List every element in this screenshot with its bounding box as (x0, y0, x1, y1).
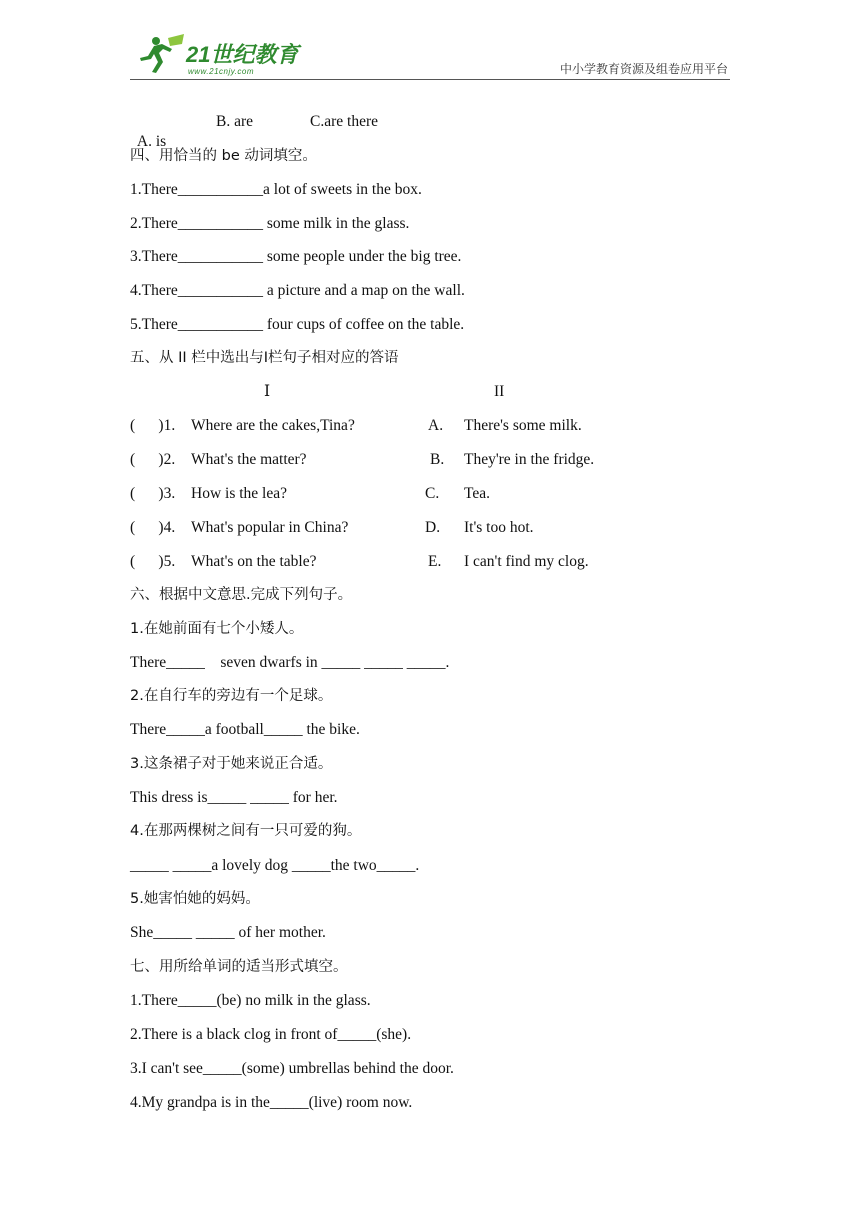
section-4-item: 3.There___________ some people under the big tree. (130, 248, 462, 265)
section-6-answer-line: _____ _____a lovely dog _____the two_____. (130, 857, 420, 874)
match-question: What's popular in China? (191, 519, 349, 536)
section-6-answer-line: This dress is_____ _____ for her. (130, 789, 338, 806)
section-4-item: 2.There___________ some milk in the glass. (130, 215, 410, 232)
answer-bracket: ( )1. (130, 417, 176, 434)
match-question: What's the matter? (191, 451, 307, 468)
match-answer: It's too hot. (464, 519, 534, 536)
header-divider (130, 79, 730, 80)
section-4-title: 四、用恰当的 be 动词填空。 (130, 148, 317, 164)
answer-bracket: ( )3. (130, 485, 176, 502)
match-question: How is the lea? (191, 485, 287, 502)
match-letter: D. (425, 519, 441, 536)
section-6-answer-line: There_____a football_____ the bike. (130, 721, 360, 738)
answer-bracket: ( )2. (130, 451, 176, 468)
section-7-item: 3.I can't see_____(some) umbrellas behind the door. (130, 1060, 454, 1077)
match-letter: B. (430, 451, 445, 468)
match-question: What's on the table? (191, 553, 317, 570)
section-7-title: 七、用所给单词的适当形式填空。 (130, 959, 348, 975)
section-6-prompt: 5.她害怕她的妈妈。 (130, 891, 260, 907)
section-6-prompt: 3.这条裙子对于她来说正合适。 (130, 756, 333, 772)
match-answer: Tea. (464, 485, 491, 502)
section-4-item: 4.There___________ a picture and a map on the wall. (130, 282, 465, 299)
answer-bracket: ( )4. (130, 519, 176, 536)
section-7-item: 1.There_____(be) no milk in the glass. (130, 992, 371, 1009)
match-letter: E. (428, 553, 442, 570)
logo-text: 21世纪教育 (186, 42, 299, 67)
match-answer: I can't find my clog. (464, 553, 589, 570)
section-4-item: 5.There___________ four cups of coffee on the table. (130, 316, 465, 333)
match-answer: They're in the fridge. (464, 451, 595, 468)
section-6-prompt: 2.在自行车的旁边有一个足球。 (130, 688, 333, 704)
logo (134, 34, 334, 78)
section-6-title: 六、根据中文意思.完成下列句子。 (130, 587, 353, 603)
column-ii-header: II (494, 383, 505, 400)
section-5-title: 五、从 II 栏中选出与Ⅰ栏句子相对应的答语 (130, 350, 399, 366)
column-i-header: Ⅰ (264, 383, 271, 400)
section-6-prompt: 4.在那两棵树之间有一只可爱的狗。 (130, 823, 362, 839)
section-6-prompt: 1.在她前面有七个小矮人。 (130, 621, 304, 637)
match-letter: C. (425, 485, 440, 502)
match-letter: A. (428, 417, 444, 434)
section-4-item: 1.There___________a lot of sweets in the box. (130, 181, 422, 198)
option-a: A. is (136, 133, 167, 150)
page-header (130, 30, 730, 82)
answer-bracket: ( )5. (130, 553, 176, 570)
option-c: C.are there (310, 113, 378, 130)
runner-logo-icon (134, 34, 186, 74)
section-7-item: 4.My grandpa is in the_____(live) room now. (130, 1094, 413, 1111)
match-answer: There's some milk. (464, 417, 582, 434)
match-question: Where are the cakes,Tina? (191, 417, 355, 434)
header-platform-text: 中小学教育资源及组卷应用平台 (559, 62, 728, 76)
logo-url: www.21cnjy.com (188, 67, 254, 76)
option-b: B. are (216, 113, 254, 130)
section-7-item: 2.There is a black clog in front of_____(she). (130, 1026, 412, 1043)
section-6-answer-line: She_____ _____ of her mother. (130, 924, 326, 941)
section-6-answer-line: There_____ seven dwarfs in _____ _____ _____. (130, 654, 450, 671)
